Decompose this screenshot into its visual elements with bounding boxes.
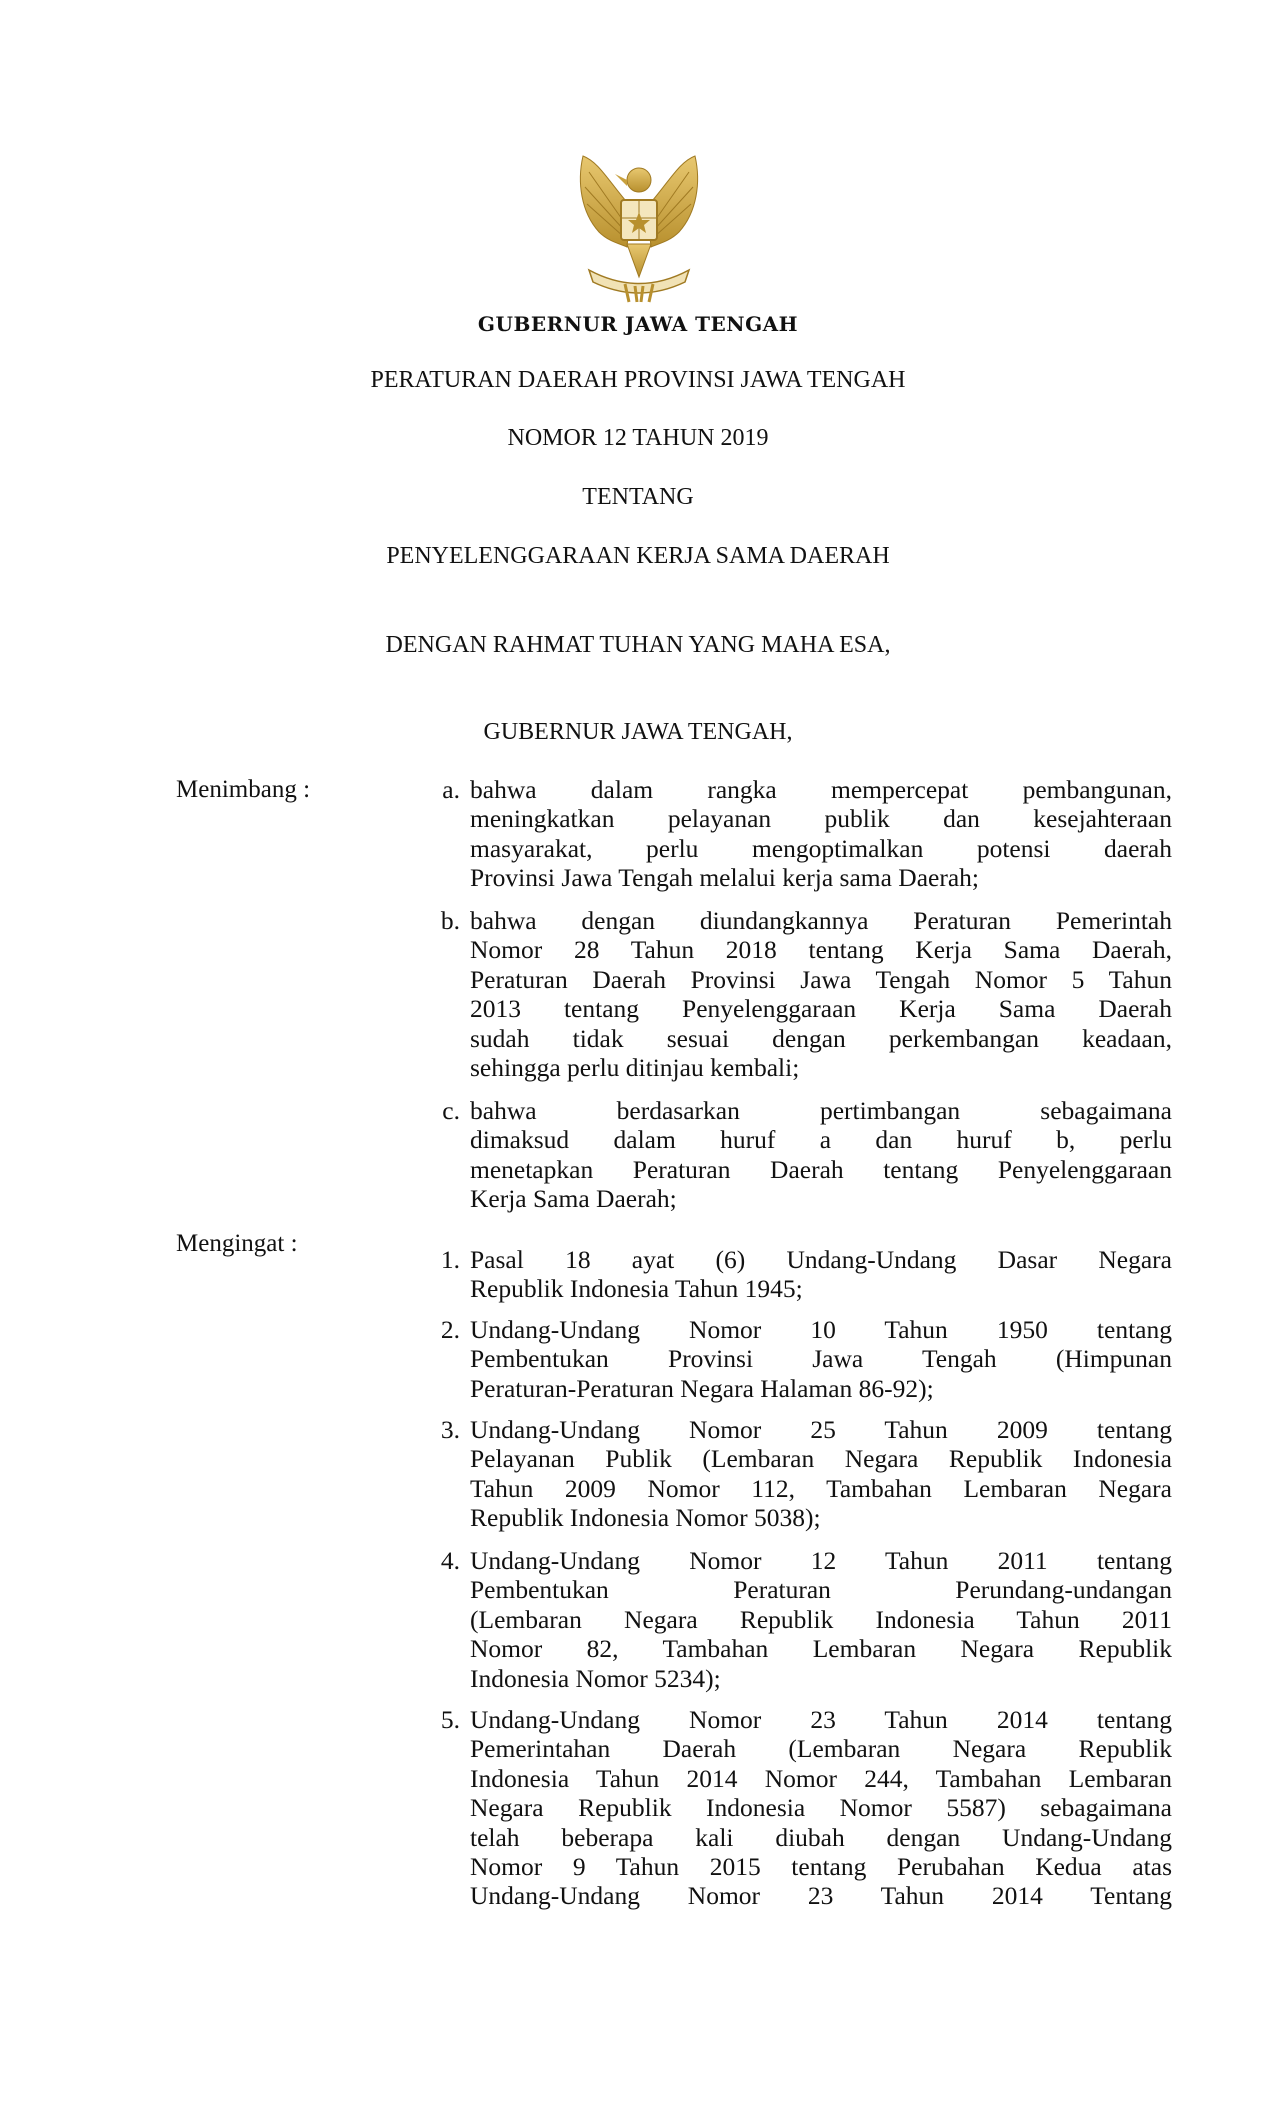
text-line: Pelayanan Publik (Lembaran Negara Republik Indonesia (470, 1444, 1172, 1474)
text-line: masyarakat, perlu mengoptimalkan potensi daerah (470, 833, 1172, 863)
item-text (470, 1546, 1172, 1693)
text-line: dimaksud dalam huruf a dan huruf b, perlu (470, 1125, 1172, 1155)
regulation-subject: PENYELENGGARAAN KERJA SAMA DAERAH (386, 543, 890, 569)
item-text (470, 1245, 1172, 1304)
text-line: Undang-Undang Nomor 10 Tahun 1950 tentang (470, 1315, 1172, 1344)
text-line: Undang-Undang Nomor 23 Tahun 2014 tentang (470, 1705, 1172, 1734)
text-line: Negara Republik Indonesia Nomor 5587) sebagaimana (470, 1793, 1172, 1823)
issuer-heading: GUBERNUR JAWA TENGAH, (483, 719, 793, 745)
text-line: Undang-Undang Nomor 12 Tahun 2011 tentang (470, 1546, 1172, 1575)
item-marker: b. (440, 906, 460, 935)
item-marker: c. (442, 1096, 460, 1125)
text-line: Pasal 18 ayat (6) Undang-Undang Dasar Negara (470, 1245, 1172, 1274)
garuda-emblem-icon (569, 152, 709, 304)
text-line: Peraturan Daerah Provinsi Jawa Tengah Nomor 5 Tahun (470, 964, 1172, 994)
item-text (470, 1096, 1172, 1214)
text-line: telah beberapa kali diubah dengan Undang-Undang (470, 1822, 1172, 1852)
about-heading: TENTANG (582, 484, 694, 510)
item-text (470, 1705, 1172, 1911)
item-marker: 1. (440, 1245, 460, 1274)
text-line: Nomor 9 Tahun 2015 tentang Perubahan Kedua atas (470, 1851, 1172, 1881)
text-line: Tahun 2009 Nomor 112, Tambahan Lembaran Negara (470, 1473, 1172, 1503)
text-line: Nomor 82, Tambahan Lembaran Negara Republik (470, 1634, 1172, 1664)
item-text (470, 1315, 1172, 1403)
item-marker: 4. (440, 1546, 460, 1575)
item-text (470, 775, 1172, 893)
regulation-title: PERATURAN DAERAH PROVINSI JAWA TENGAH (370, 367, 906, 393)
regulation-number: NOMOR 12 TAHUN 2019 (507, 425, 769, 451)
text-line: Nomor 28 Tahun 2018 tentang Kerja Sama Daerah, (470, 935, 1172, 965)
mengingat-label: Mengingat : (176, 1230, 298, 1257)
item-marker: 5. (440, 1705, 460, 1734)
text-line: Undang-Undang Nomor 25 Tahun 2009 tentang (470, 1415, 1172, 1444)
text-line: meningkatkan pelayanan publik dan kesejahteraan (470, 804, 1172, 834)
text-line: Indonesia Tahun 2014 Nomor 244, Tambahan Lembaran (470, 1763, 1172, 1793)
text-line: bahwa dengan diundangkannya Peraturan Pemerintah (470, 906, 1172, 935)
text-line: menetapkan Peraturan Daerah tentang Penyelenggaraan (470, 1154, 1172, 1184)
invocation: DENGAN RAHMAT TUHAN YANG MAHA ESA, (385, 632, 891, 658)
text-line: Pembentukan Provinsi Jawa Tengah (Himpunan (470, 1344, 1172, 1374)
text-line: Kerja Sama Daerah; (470, 1184, 677, 1214)
text-line: Republik Indonesia Tahun 1945; (470, 1274, 803, 1304)
text-line: Pemerintahan Daerah (Lembaran Negara Republik (470, 1734, 1172, 1764)
text-line: Provinsi Jawa Tengah melalui kerja sama Daerah; (470, 863, 979, 893)
item-text (470, 906, 1172, 1082)
text-line: Peraturan-Peraturan Negara Halaman 86-92); (470, 1373, 934, 1403)
text-line: Undang-Undang Nomor 23 Tahun 2014 Tentang (470, 1881, 1172, 1911)
item-text (470, 1415, 1172, 1533)
text-line: sudah tidak sesuai dengan perkembangan keadaan, (470, 1023, 1172, 1053)
text-line: (Lembaran Negara Republik Indonesia Tahun 2011 (470, 1604, 1172, 1634)
menimbang-label: Menimbang : (176, 776, 311, 803)
item-marker: 3. (440, 1415, 460, 1444)
text-line: bahwa dalam rangka mempercepat pembangunan, (470, 775, 1172, 804)
text-line: 2013 tentang Penyelenggaraan Kerja Sama Daerah (470, 994, 1172, 1024)
text-line: sehingga perlu ditinjau kembali; (470, 1052, 800, 1082)
item-marker: a. (442, 775, 460, 804)
text-line: bahwa berdasarkan pertimbangan sebagaimana (470, 1096, 1172, 1125)
text-line: Pembentukan Peraturan Perundang-undangan (470, 1575, 1172, 1605)
item-marker: 2. (440, 1315, 460, 1344)
text-line: Republik Indonesia Nomor 5038); (470, 1503, 821, 1533)
issuing-authority-heading: GUBERNUR JAWA TENGAH (477, 312, 799, 336)
text-line: Indonesia Nomor 5234); (470, 1663, 721, 1693)
